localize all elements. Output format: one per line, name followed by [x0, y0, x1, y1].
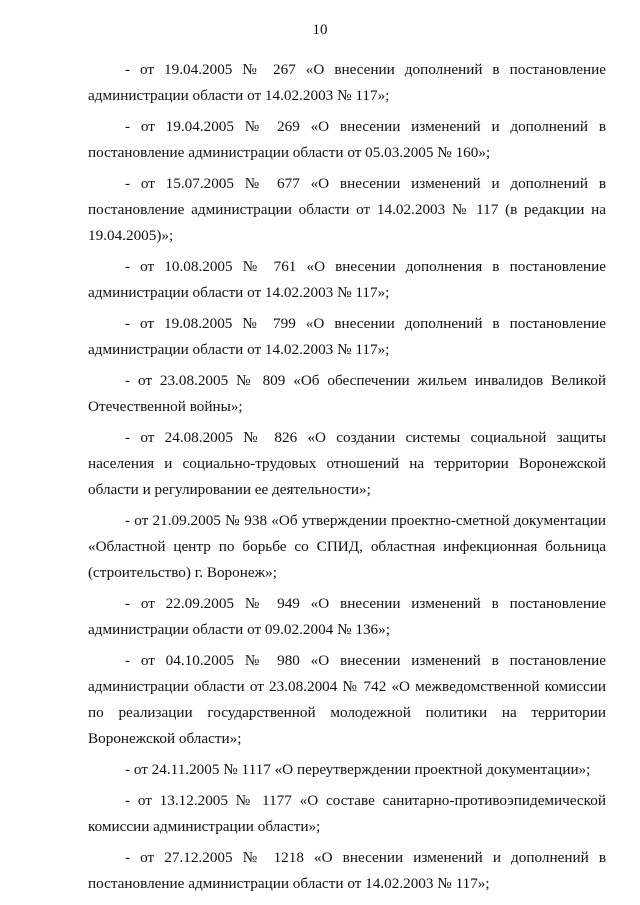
list-item: - от 24.11.2005 № 1117 «О переутверждении проектной документации»; [125, 761, 591, 778]
list-item: - от 19.04.2005 № 267 «О внесении дополнений в постановление администрации области от 14.02.2003 № 117»; [88, 61, 606, 104]
page-number: 10 [312, 22, 328, 38]
list-item: - от 24.08.2005 № 826 «О создании системы социальной защиты населения и социально-трудовых отношений на территории Воронежской области и регулировании ее деятельности»; [88, 429, 606, 498]
list-item: - от 21.09.2005 № 938 «Об утверждении проектно-сметной документации «Областной центр по борьбе со СПИД, областная инфекционная больница (строительство) г. Воронеж»; [88, 512, 606, 581]
list-item: - от 22.09.2005 № 949 «О внесении изменений в постановление администрации области от 09.02.2004 № 136»; [88, 595, 606, 638]
list-item: - от 10.08.2005 № 761 «О внесении дополнения в постановление администрации области от 14.02.2003 № 117»; [88, 258, 606, 301]
list-item: - от 04.10.2005 № 980 «О внесении изменений в постановление администрации области от 23.08.2004 № 742 «О межведомственной комиссии по реализации государственной молодежной политики на территории Воронежской области»; [88, 652, 606, 747]
list-item: - от 19.04.2005 № 269 «О внесении изменений и дополнений в постановление администрации области от 05.03.2005 № 160»; [88, 118, 606, 161]
list-item: - от 19.08.2005 № 799 «О внесении дополнений в постановление администрации области от 14.02.2003 № 117»; [88, 315, 606, 358]
list-item: - от 23.08.2005 № 809 «Об обеспечении жильем инвалидов Великой Отечественной войны»; [88, 372, 606, 415]
list-item: - от 13.12.2005 № 1177 «О составе санитарно-противоэпидемической комиссии администрации области»; [88, 792, 606, 835]
list-item: - от 15.07.2005 № 677 «О внесении изменений и дополнений в постановление администрации области от 14.02.2003 № 117 (в редакции на 19.04.2005)»; [88, 175, 606, 244]
document-body [88, 57, 606, 902]
list-item: - от 27.12.2005 № 1218 «О внесении изменений и дополнений в постановление администрации области от 14.02.2003 № 117»; [88, 849, 606, 892]
